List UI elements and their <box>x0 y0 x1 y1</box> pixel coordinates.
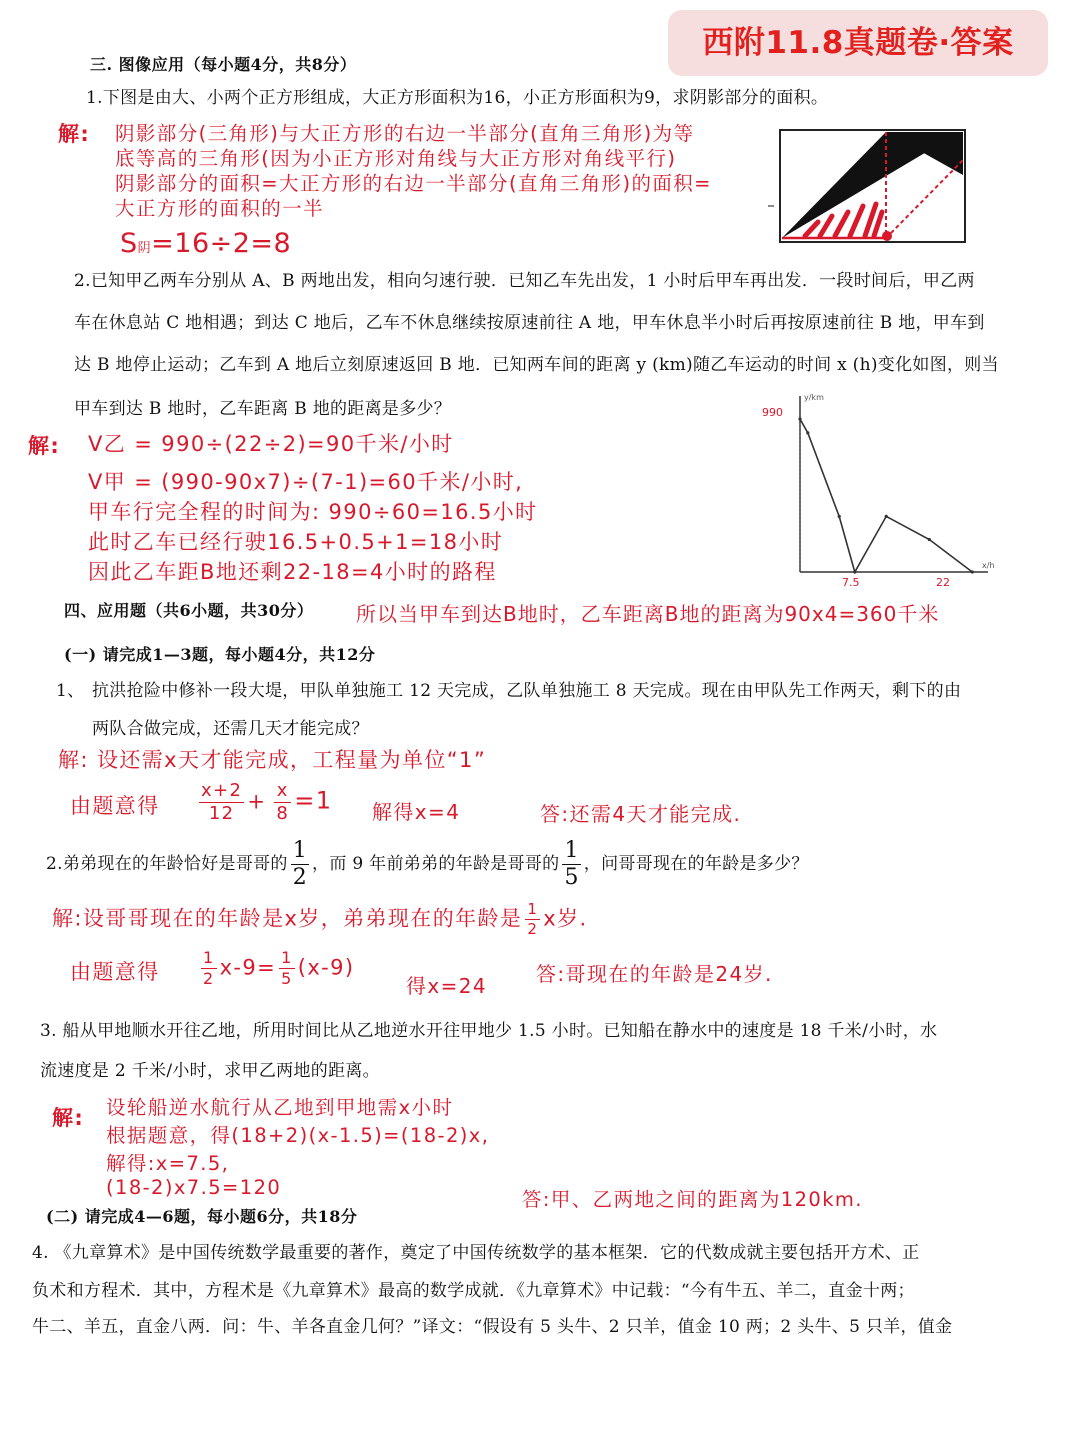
s4-q1-eq-prefix: 由题意得 <box>70 794 160 818</box>
section4-heading: 四、应用题（共6小题，共30分） <box>64 601 314 620</box>
s4-q1-question-line: 两队合做完成，还需几天才能完成？ <box>92 719 369 739</box>
q1-question: 1.下图是由大、小两个正方形组成，大正方形面积为16，小正方形面积为9，求阴影部分的面积。 <box>86 88 829 108</box>
frac-one-fifth: $\frac{1}{5}$ <box>564 838 579 890</box>
red-dashed-diagonal <box>886 160 963 238</box>
data-point <box>885 515 888 518</box>
distance-time-chart <box>760 390 1000 600</box>
formula-sub: 阴 <box>137 241 152 256</box>
x-tick-label: 22 <box>936 576 950 589</box>
title-badge: 西附11.8真题卷·答案 <box>668 10 1048 76</box>
squares-figure <box>760 120 975 250</box>
s4-q3-solution-line: 根据题意，得(18+2)(x-1.5)=(18-2)x, <box>106 1124 490 1147</box>
formula-s: S <box>120 228 138 259</box>
plus-sign: + <box>247 789 267 814</box>
frac-x-plus-2-over-12: $\frac{x+2}{12}$ <box>201 780 243 824</box>
q2-solution-label: 解: <box>28 434 61 458</box>
q1-solution-line: 阴影部分的面积=大正方形的右边一半部分(直角三角形)的面积= <box>115 172 712 195</box>
data-point <box>806 431 809 434</box>
data-point <box>928 538 931 541</box>
q1-solution-line: 阴影部分(三角形)与大正方形的右边一半部分(直角三角形)为等 <box>115 122 695 145</box>
red-dot <box>882 231 892 241</box>
q1-solution-line: 大正方形的面积的一半 <box>115 197 325 220</box>
s4-q1-solution: 解: 设还需x天才能完成，工程量为单位“1” <box>58 748 487 772</box>
sub1-heading: (一) 请完成1—3题，每小题4分，共12分 <box>64 645 376 664</box>
q2-question-line: 2.已知甲乙两车分别从 A、B 两地出发，相向匀速行驶．已知乙车先出发，1 小时后甲车再出发．一段时间后，甲乙两 <box>74 271 975 291</box>
x-tick-label: 7.5 <box>842 576 860 589</box>
q2-solution-line: 因此乙车距B地还剩22-18=4小时的路程 <box>88 560 497 584</box>
s4-q4-line: 负术和方程术．其中，方程术是《九章算术》最高的数学成就．《九章算术》中记载：“今有牛五、羊二，直金十两； <box>32 1281 915 1301</box>
eq-rhs: =1 <box>294 786 333 815</box>
s4-q3-solution-label: 解: <box>52 1106 85 1130</box>
s4-q4-line: 牛二、羊五，直金八两．问：牛、羊各直金几何？”译文：“假设有 5 头牛、2 只羊，值金 10 两；2 头牛、5 只羊，值金 <box>32 1317 953 1337</box>
data-point <box>798 417 801 420</box>
frac-one-half: $\frac{1}{2}$ <box>292 838 308 890</box>
data-point <box>853 570 856 573</box>
s4-q1-answer: 答:还需4天才能完成. <box>540 802 742 826</box>
s4-q3-solution-line: 解得:x=7.5, <box>106 1152 230 1175</box>
s4-q4-line: 4. 《九章算术》是中国传统数学最重要的著作，奠定了中国传统数学的基本框架．它的代数成就主要包括开方术、正 <box>32 1243 920 1263</box>
s4-q1-equation <box>196 782 332 823</box>
x-axis-label: x/h <box>982 561 995 570</box>
q2-question-line: 车在休息站 C 地相遇；到达 C 地后，乙车不休息继续按原速前往 A 地，甲车休息半小时后再按原速前往 B 地，甲车到 <box>74 313 985 333</box>
q2-question-line: 甲车到达 B 地时，乙车距离 B 地的距离是多少？ <box>74 399 452 419</box>
s4-q2-solved: 得x=24 <box>406 974 488 998</box>
q2-solution-line: 此时乙车已经行驶16.5+0.5+1=18小时 <box>88 530 504 554</box>
s4-q3-answer: 答:甲、乙两地之间的距离为120km. <box>522 1188 863 1211</box>
data-point <box>971 570 974 573</box>
s4-q1-solved: 解得x=4 <box>372 800 461 824</box>
s4-q3-question-line: 3. 船从甲地顺水开往乙地，所用时间比从乙地逆水开往甲地少 1.5 小时。已知船在静水中的速度是 18 千米/小时，水 <box>40 1021 938 1041</box>
series-line <box>800 419 972 572</box>
formula-rest: =16÷2=8 <box>151 228 292 259</box>
s4-q1-question-line: 抗洪抢险中修补一段大堤，甲队单独施工 12 天完成，乙队单独施工 8 天完成。现在由甲队先工作两天，剩下的由 <box>92 681 962 701</box>
q2-conclusion: 所以当甲车到达B地时，乙车距离B地的距离为90x4=360千米 <box>356 602 940 626</box>
s4-q1-num: 1、 <box>56 681 85 701</box>
s4-q2-answer: 答:哥现在的年龄是24岁. <box>536 962 773 986</box>
y-tick-label: 990 <box>762 406 783 419</box>
s4-q2-eq-prefix: 由题意得 <box>70 960 160 984</box>
q2-solution-line: V甲 = (990-90x7)÷(7-1)=60千米/小时, <box>88 470 524 494</box>
data-point <box>838 515 841 518</box>
s4-q2-solution: 解:设哥哥现在的年龄是x岁，弟弟现在的年龄是 $\frac{1}{2}$ x岁. <box>52 900 588 938</box>
s4-q2-equation: $\frac{1}{2}$ x-9= $\frac{1}{5}$ (x-9) <box>203 948 355 988</box>
frac-half: $\frac{1}{2}$ <box>527 900 539 938</box>
frac-x-over-8: $\frac{x}{8}$ <box>276 780 290 824</box>
q1-solution-label: 解: <box>58 122 91 146</box>
q1-solution-line: 底等高的三角形(因为小正方形对角线与大正方形对角线平行) <box>115 147 677 170</box>
s4-q2-question: 2.弟弟现在的年龄恰好是哥哥的 $\frac{1}{2}$ ，而 9 年前弟弟的年龄是哥哥的 $\frac{1}{5}$ ，问哥哥现在的年龄是多少？ <box>46 838 809 890</box>
y-axis-label: y/km <box>804 393 824 402</box>
q2-question-line: 达 B 地停止运动；乙车到 A 地后立刻原速返回 B 地．已知两车间的距离 y (km)随乙车运动的时间 x (h)变化如图，则当 <box>74 355 999 375</box>
section3-heading: 三. 图像应用（每小题4分，共8分） <box>90 55 357 74</box>
s4-q3-question-line: 流速度是 2 千米/小时，求甲乙两地的距离。 <box>40 1061 380 1081</box>
q2-solution-line: 甲车行完全程的时间为: 990÷60=16.5小时 <box>88 500 538 524</box>
s4-q3-solution-line: (18-2)x7.5=120 <box>106 1176 282 1199</box>
s4-q3-solution-line: 设轮船逆水航行从乙地到甲地需x小时 <box>106 1096 454 1119</box>
sub2-heading: (二) 请完成4—6题，每小题6分，共18分 <box>46 1207 358 1226</box>
q1-formula <box>120 228 291 259</box>
q2-solution-line: V乙 = 990÷(22÷2)=90千米/小时 <box>88 432 454 456</box>
